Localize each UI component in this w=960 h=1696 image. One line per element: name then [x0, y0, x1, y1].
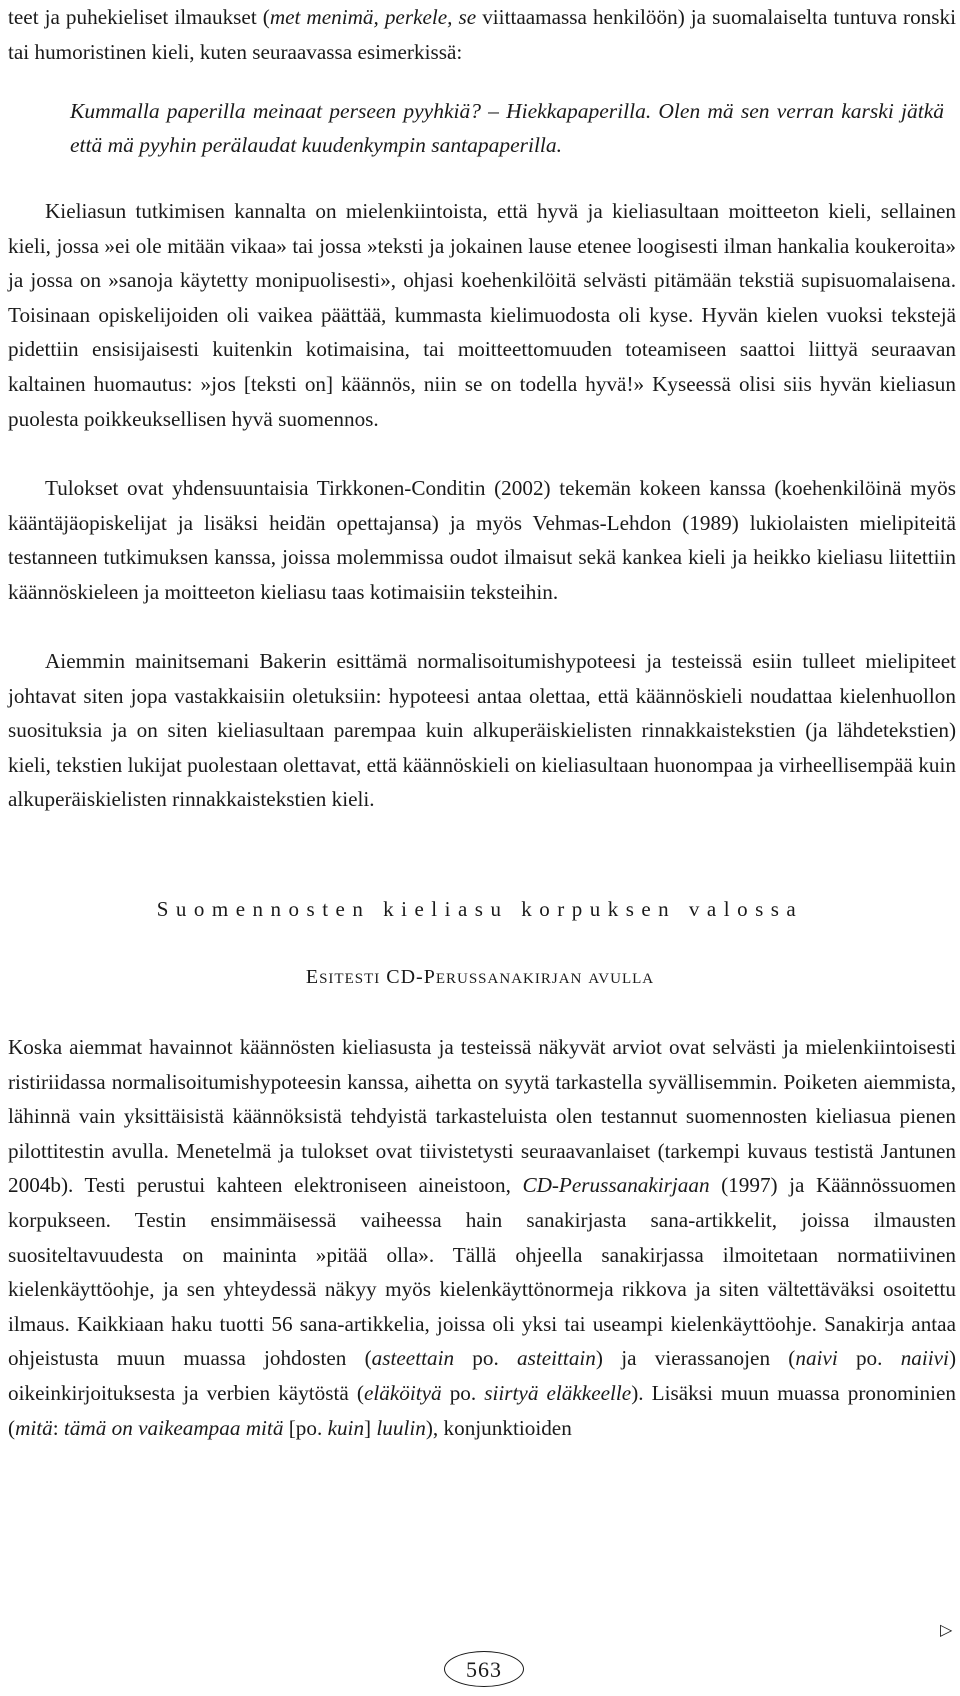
sub-sitesti: SITESTI — [319, 971, 381, 987]
p4-italic-a: CD-Perussanakirjaan — [522, 1173, 710, 1198]
p4-italic-d: naivi — [795, 1346, 838, 1371]
p4-text-a: Koska aiemmat havainnot käännösten kieliasusta ja testeissä näkyvät arviot ovat selvästi ja mielenkiintoisesti ristiriidassa normalisoitumishypoteesin kanssa, aihetta on syytä tarkastella syvällisemmin. Poiketen aiemmista, lähinnä vain yksittäisistä käännöksistä tehdyistä tarkasteluista olen testannut suomennosten kieliasua pienen pilottitestin avulla. Menetelmä ja tulokset ovat tiivistetysti seuraavanlaiset (tarkempi kuvaus testistä Jantunen 2004b). Testi perustui kahteen elektroniseen aineistoon, — [8, 1035, 956, 1198]
sub-cd: CD-P — [386, 966, 436, 988]
intro-text-end: viittaamassa henkilöön) ja suomalaiselta tuntuva ronski tai humoristinen kieli, kuten seuraavassa esimerkissä: — [8, 5, 957, 64]
paragraph-4 — [8, 1030, 956, 1445]
p4-italic-g: siirtyä eläkkeelle — [484, 1380, 632, 1405]
intro-paragraph — [8, 0, 956, 69]
paragraph-2: Tulokset ovat yhdensuuntaisia Tirkkonen-Conditin (2002) tekemän kokeen kanssa (koehenkilöinä myös kääntäjäopiskelijat ja lisäksi heidän opettajansa) ja myös Vehmas-Lehdon (1989) lukiolaisten mielipiteitä testanneen tutkimuksen kanssa, joissa molemmissa oudot ilmaisut sekä kankea kieli ja heikko kieliasu liitettiin käännöskieleen ja moitteeton kieliasu taas kotimaisiin teksteihin. — [8, 476, 956, 604]
p4-text-c: po. — [454, 1346, 518, 1371]
p4-italic-j: kuin — [327, 1415, 365, 1440]
p4-italic-e: naiivi — [900, 1346, 949, 1371]
p4-text-i: : — [52, 1415, 64, 1440]
p4-italic-k: luulin — [376, 1415, 426, 1440]
section-heading: Suomennosten kieliasu korpuksen valossa — [156, 897, 804, 921]
p4-italic-b: asteettain — [371, 1346, 455, 1371]
p4-text-k: ] — [364, 1415, 377, 1440]
p4-text-j: [po. — [283, 1415, 328, 1440]
continue-arrow-icon: ▷ — [940, 1620, 953, 1639]
paragraph-1: Kieliasun tutkimisen kannalta on mielenkiintoista, että hyvä ja kieliasultaan moitteeton kieli, sellainen kieli, jossa »ei ole mitään vikaa» tai jossa »teksti ja jokainen lause etenee loogisesti ilman hankalia koukeroita» ja jossa on »sanoja käytetty monipuolisesti», ohjasi koehenkilöitä selvästi pitämään tekstiä supisuomalaisena. Toisinaan opiskelijoiden oli vaikea päättää, kummasta kielimuodosta oli kyse. Hyvän kielen vuoksi tekstejä pidettiin ensisijaisesti kuitenkin kotimaisina, tai moitteettomuuden toteamiseen saattoi liittyä seuraavan kaltainen huomautus: »jos [teksti on] käännös, niin se on todella hyvä!» Kyseessä olisi siis hyvän kieliasun puolesta poikkeuksellisen hyvä suomennos. — [8, 199, 956, 431]
p4-text-f: ) oikeinkirjoituksesta ja verbien käytöstä ( — [8, 1346, 957, 1405]
sub-e: E — [305, 966, 320, 988]
section-subheading — [0, 966, 960, 989]
page-number: 563 — [444, 1651, 524, 1687]
paragraph-3: Aiemmin mainitsemani Bakerin esittämä normalisoitumishypoteesi ja testeissä esiin tulleet mielipiteet johtavat siten jopa vastakkaisiin oletuksiin: hypoteesi antaa olettaa, että käännöskieli noudattaa kielenhuollon suosituksia ja on siten kieliasultaan parempaa kuin alkuperäiskielisten rinnakkaistekstien (ja lähdetekstien) kieli, tekstien lukijat puolestaan olettavat, että käännöskieli on kieliasultaan huonompaa ja virheellisempää kuin alkuperäiskielisten rinnakkaistekstien kieli. — [8, 649, 956, 812]
example-quote: Kummalla paperilla meinaat perseen pyyhkiä? – Hiekkapaperilla. Olen mä sen verran karski jätkä että mä pyyhin perälaudat kuudenkympin santapaperilla. — [70, 99, 944, 157]
intro-italic: met menimä, perkele, se — [269, 5, 477, 29]
p4-italic-c: asteittain — [517, 1346, 596, 1371]
p4-text-b: (1997) ja Käännössuomen korpukseen. Testin ensimmäisessä vaiheessa hain sanakirjasta sana-artikkelit, joissa ilmausten suositeltavuudesta on maininta »pitää olla». Tällä ohjeella sanakirjassa ilmoitetaan normatiivinen kielenkäyttöohje, ja sen yhteydessä näkyy myös kielenkäyttönormeja rikkova ja siten vältettäväksi osoitettu ilmaus. Kaikkiaan haku tuotti 56 sana-artikkelia, joissa oli yksi tai useampi kielenkäyttöohje. Sanakirja antaa ohjeistusta muun muassa johdosten ( — [8, 1173, 956, 1371]
intro-text: teet ja puhekieliset ilmaukset ( — [8, 5, 270, 29]
p4-text-e: po. — [837, 1346, 901, 1371]
p4-text-l: ), konjunktioiden — [425, 1415, 572, 1440]
p4-text-g: po. — [441, 1380, 485, 1405]
p4-text-d: ) ja vierassanojen ( — [595, 1346, 796, 1371]
p4-text-h: ). Lisäksi muun muassa pronominien ( — [8, 1380, 957, 1440]
p4-italic-h: mitä — [15, 1415, 53, 1440]
sub-avulla: AVULLA — [588, 971, 655, 987]
sub-erussanakirjan: ERUSSANAKIRJAN — [435, 971, 583, 987]
p4-italic-i: tämä on vaikeampaa mitä — [63, 1415, 284, 1440]
p4-italic-f: eläköityä — [363, 1380, 442, 1405]
